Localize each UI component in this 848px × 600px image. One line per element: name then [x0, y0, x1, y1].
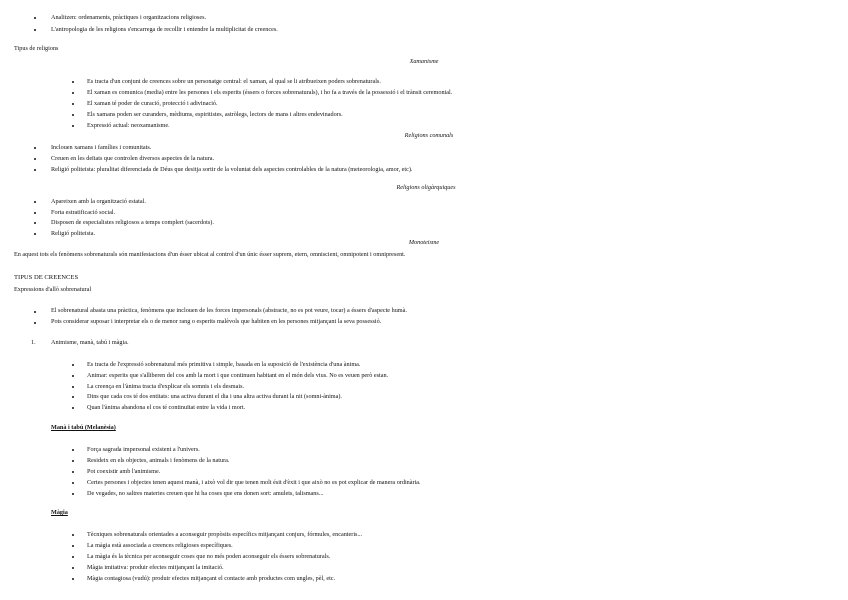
magia-bullet-2: La màgia està associada a creences religioses específiques. [87, 542, 233, 549]
bullet [72, 460, 74, 462]
bullet [72, 556, 74, 558]
intro-bullet-1: Analitzen: ordenaments, pràctiques i organitzacions religioses. [51, 14, 207, 21]
monoteisme-title: Monoteisme [408, 239, 440, 246]
animisme-bullet-3: La creença en l'ànima tracta d'explicar els somnis i els desmais. [87, 383, 245, 390]
bullet [34, 311, 36, 313]
bullet [72, 396, 74, 398]
bullet [72, 471, 74, 473]
bullet [72, 567, 74, 569]
animisme-bullet-4: Dins que cada cos té dos entitats: una activa durant el dia i una altra activa durant la nit (somni-ànima). [87, 393, 342, 400]
bullet [72, 92, 74, 94]
xamanisme-bullet-4: Els xamans poden ser curanders, mèdiums, espiritistes, astròlegs, lectors de mans i altres endevinadors. [87, 111, 343, 118]
oligarquiques-bullet-4: Religió politeista. [51, 230, 95, 237]
comunals-bullet-2: Creuen en les deïtats que controlen diversos aspectes de la natura. [51, 155, 215, 162]
creences-bullet-2: Pots considerar suposar i interpretar els o de menor rang o esperits malèvols que habiten en les persones mitjançant la seva possessió. [51, 318, 382, 325]
mana-bullet-3: Pot coexistir amb l'animisme. [87, 468, 161, 475]
creences-title: TIPUS DE CREENCES [14, 274, 79, 281]
monoteisme-text: En aquest tots els fenòmens sobrenaturals són manifestacions d'un ésser ubicat al control d'un únic ésser suprem, etern, omniscient, omnipotent i omnipresent. [14, 251, 406, 258]
mana-title: Manà i tabú (Melanèsia) [51, 424, 116, 431]
bullet [72, 534, 74, 536]
bullet [34, 201, 36, 203]
bullet [72, 81, 74, 83]
bullet [72, 125, 74, 127]
animisme-bullet-5: Quan l'ànima abandona el cos té continuïtat entre la vida i mort. [87, 404, 246, 411]
magia-bullet-4: Màgia imitativa: produir efectes mitjançant la imitació. [87, 564, 224, 571]
magia-title: Màgia [51, 509, 68, 516]
xamanisme-bullet-1: Es tracta d'un conjunt de creences sobre un personatge central: el xaman, al qual se li atribueixen poders sobrenaturals. [87, 78, 381, 85]
xamanisme-bullet-3: El xaman té poder de curació, protecció i adivinació. [87, 100, 218, 107]
bullet [34, 233, 36, 235]
bullet [72, 364, 74, 366]
bullet [72, 449, 74, 451]
bullet [72, 482, 74, 484]
types-heading: Tipus de religions [14, 45, 59, 52]
bullet [34, 158, 36, 160]
numbered-title: Animisme, manà, tabú i màgia. [51, 339, 129, 346]
oligarquiques-title: Religions oligàrquiques [396, 184, 456, 191]
oligarquiques-bullet-1: Apareixen amb la organització estatal. [51, 198, 146, 205]
mana-bullet-4: Certes persones i objectes tenen aquest manà, i això vol dir que tenen molt ésit d'èxit i que això no es pot explicar de manera ordinària. [87, 479, 421, 486]
magia-bullet-1: Tècniques sobrenaturals orientades a aconseguir propòsits específics mitjançant conjurs, fórmules, encanteris... [87, 531, 363, 538]
bullet [72, 375, 74, 377]
comunals-bullet-3: Religió politeista: pluralitat diferenciada de Déus que desitja sortir de la voluntat dels aspectes controlables de la natura (meteorologia, amor, etc). [51, 166, 413, 173]
mana-bullet-5: De vegades, no saltres materies creuen que hi ha coses que ens donen sort: amulets, talismans... [87, 490, 324, 497]
xamanisme-title: Xamanisme [409, 58, 439, 65]
bullet [72, 407, 74, 409]
mana-bullet-2: Resideix en els objectes, animals i fenòmens de la natura. [87, 457, 230, 464]
animisme-bullet-1: Es tracta de l'expressió sobrenatural més primitiva i simple, basada en la suposició de l'existència d'una ànima. [87, 361, 361, 368]
bullet [72, 114, 74, 116]
bullet [72, 493, 74, 495]
magia-bullet-5: Màgia contagiosa (vudú): produir efectes mitjançant el contacte amb productes com ungles, pèl, etc. [87, 575, 336, 582]
bullet [72, 103, 74, 105]
creences-bullet-1: El sobrenatural abasta una pràctica, fenòmens que inclouen de les forces impersonals (abstracte, no es pot veure, tocar) a éssers d'aspecte humà. [51, 307, 407, 314]
bullet [34, 169, 36, 171]
comunals-title: Religions comunals [404, 132, 454, 139]
oligarquiques-bullet-3: Disposen de especialistes religiosos a temps complert (sacerdots). [51, 219, 214, 226]
bullet [72, 386, 74, 388]
xamanisme-bullet-5: Expressió actual: neoxamanisme. [87, 122, 170, 129]
bullet [34, 212, 36, 214]
numbered-label: 1. [31, 339, 36, 346]
creences-subtitle: Expressions d'allò sobrenatural [14, 286, 92, 293]
mana-bullet-1: Força sagrada impersonal existent a l'univers. [87, 446, 200, 453]
bullet [34, 29, 36, 31]
comunals-bullet-1: Inclouen xamans i famílies i comunitats. [51, 144, 152, 151]
bullet [34, 322, 36, 324]
oligarquiques-bullet-2: Forta estratificació social. [51, 209, 116, 216]
animisme-bullet-2: Animar: esperits que s'alliberen del cos amb la mort i que continuen habitant en el món dels vius. No es veuen però estan. [87, 372, 389, 379]
bullet [34, 147, 36, 149]
bullet [34, 17, 36, 19]
xamanisme-bullet-2: El xaman es comunica (media) entre les persones i els esperits (éssers o forces sobrenaturals), i ho fa a través de la possessió i el trànsit ceremonial. [87, 89, 453, 96]
bullet [72, 578, 74, 580]
intro-bullet-2: L'antropologia de les religions s'encarrega de recollir i entendre la multiplicitat de creences. [51, 26, 278, 33]
magia-bullet-3: La màgia és la tècnica per aconseguir coses que no més poden aconseguir els éssers sobrenaturals. [87, 553, 331, 560]
bullet [72, 545, 74, 547]
bullet [34, 222, 36, 224]
